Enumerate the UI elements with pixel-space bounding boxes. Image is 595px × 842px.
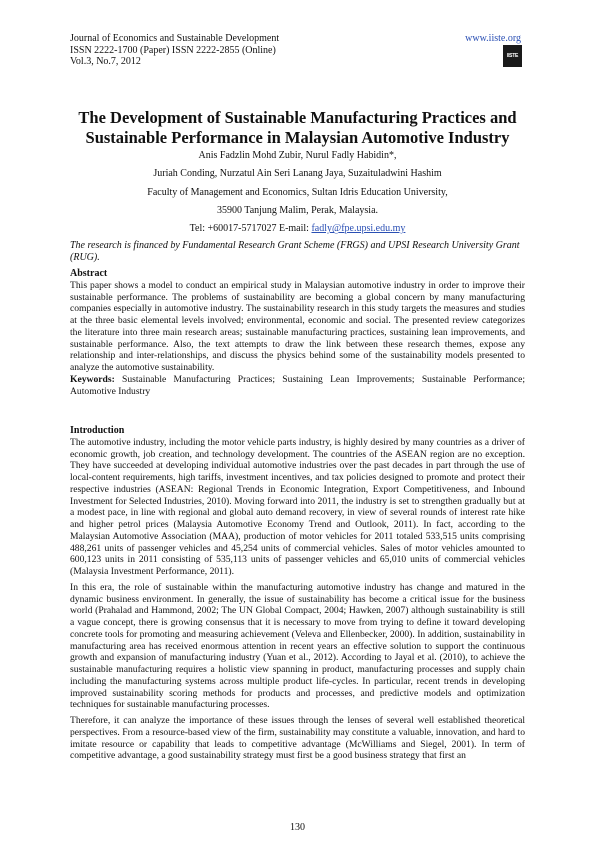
- authors-line-1: Anis Fadzlin Mohd Zubir, Nurul Fadly Habidin*,: [198, 150, 397, 161]
- funding-note: The research is financed by Fundamental Research Grant Scheme (FRGS) and UPSI Research University Grant (RUG).: [70, 240, 520, 263]
- intro-paragraph-2: In this era, the role of sustainable within the manufacturing automotive industry has change and matured in the dynamic business environment. In generally, the issue of sustainability has become a critical issue for the business world (Prahalad and Hammond, 2002; The UN Global Compact, 2004; Hawken, 2007) although sustainability is still a vague concept, there is growing consensus that it is necessary to move from trying to define it toward developing concrete tools for promoting and measuring achievement (Veleva and Ellenbecker, 2000). In addition, sustainability in manufacturing area has received enormous attention in recent years an effective solution to support the continuous growth and expansion of manufacturing industry (Yuan et al., 2012). According to Jayal et al. (2010), to achieve the sustainable manufacturing requires a holistic view spanning in product, manufacturing processes and supply chain including the manufacturing systems across multiple product life-cycles. In particular, recent trends in developing improved sustainability scoring methods for products and processes, and predictive models and optimization techniques for sustainable manufacturing processes.: [70, 581, 525, 711]
- paper-title: The Development of Sustainable Manufacturing Practices and Sustainable Performance in Malaysian Automotive Industry: [78, 108, 517, 147]
- affiliation: Faculty of Management and Economics, Sultan Idris Education University,: [147, 186, 448, 198]
- authors-line-2: Juriah Conding, Nurzatul Ain Seri Lanang Jaya, Suzaituladwini Hashim: [153, 168, 442, 180]
- journal-header: [70, 33, 279, 68]
- email-link[interactable]: fadly@fpe.upsi.edu.my: [311, 223, 406, 235]
- logo-text: IISTE: [506, 53, 518, 59]
- intro-paragraph-1: The automotive industry, including the motor vehicle parts industry, is highly desired by many countries as a driver of economic growth, job creation, and technology development. The countries of the ASEAN region are no exception. They have succeeded at developing individual automotive industries over the past decades in part through the use of local-content requirements, high tariffs, investment incentives, and tax policies designed to promote and protect their respective industries (ASEAN: Regional Trends in Economic Integration, Export Competitiveness, and Inbound Investment for Selected Industries, 2010). Moving forward into 2011, the industry is set to strengthen gradually but at a modest pace, in line with regional and global auto demand recovery, in view of several rounds of interest rate hike and higher petrol prices (Malaysia Automotive Economy Trend and Outlook, 2011). In fact, according to the Malaysian Automotive Association (MAA), production of motor vehicles for 2011 totaled 533,515 units comprising 488,261 units of passenger vehicles and 45,254 units of commercial vehicles. Sales of motor vehicles amounted to 600,123 units in 2011 consisting of 535,113 units of passenger vehicles and 65,010 units of commercial vehicles (Malaysia Investment Performance, 2011).: [70, 436, 525, 577]
- abstract-section: [70, 268, 525, 397]
- abstract-heading: Abstract: [70, 268, 108, 279]
- keywords-label: Keywords:: [70, 373, 115, 385]
- introduction-heading: Introduction: [70, 425, 125, 436]
- journal-name: Journal of Economics and Sustainable Development: [70, 33, 280, 44]
- contact-line: [60, 220, 535, 238]
- contact-prefix: Tel: +60017-5717027 E-mail:: [189, 223, 312, 235]
- address: 35900 Tanjung Malim, Perak, Malaysia.: [216, 204, 379, 216]
- journal-site-link[interactable]: www.iiste.org: [465, 33, 521, 44]
- journal-volume: Vol.3, No.7, 2012: [70, 56, 141, 67]
- author-block: [60, 147, 535, 238]
- page-number: 130: [290, 822, 305, 833]
- intro-paragraph-3: Therefore, it can analyze the importance of these issues through the lenses of several well established theoretical perspectives. From a resource-based view of the firm, sustainability may constitute a valuable, innovation, and hard to imitate resource or capability that leads to competitive advantage (McWilliams and Siegel, 2001). In term of competitive advantage, a good sustainability strategy must first be a good business strategy that first an: [70, 715, 525, 762]
- introduction-section: [70, 425, 525, 762]
- abstract-text: This paper shows a model to conduct an empirical study in Malaysian automotive industry in order to improve their sustainable performance. The problems of sustainability are becoming a global concern by many manufacturing companies especially in automotive industry. The sustainability research in this study targets the measures and studies at the three basic elemental levels involved; environmental, economic and social. The presented review categorizes the literature into three main research areas; sustainable manufacturing practices, sustaining lean improvements, and sustainable performance. Also, the text attempts to draw the link between these research themes, expose any relationship and inter-relationships, and discuss the physics behind some of the sustainability models presented to analyze the automotive sustainability.: [70, 279, 525, 373]
- keywords-line: [70, 374, 525, 398]
- journal-issn: ISSN 2222-1700 (Paper) ISSN 2222-2855 (Online): [70, 44, 276, 56]
- keywords-text: Sustainable Manufacturing Practices; Sustaining Lean Improvements; Sustainable Performance; Automotive Industry: [70, 373, 525, 397]
- iiste-logo: [503, 45, 522, 67]
